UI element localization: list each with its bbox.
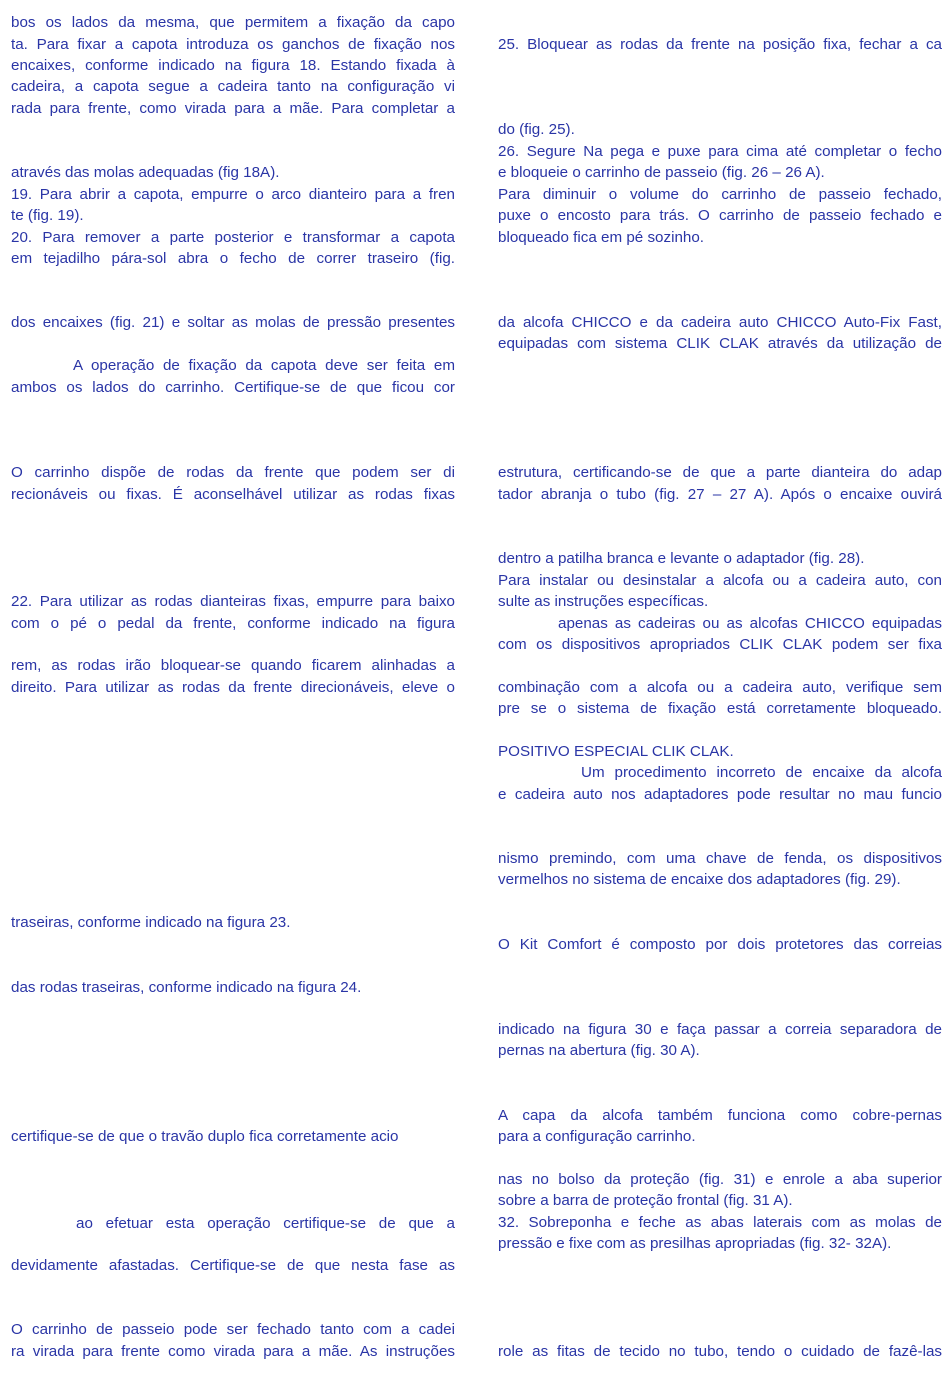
text-line: encaixes, conforme indicado na figura 18. Estando fixada à bbox=[11, 57, 455, 74]
text-line: 32. Sobreponha e feche as abas laterais com as molas de bbox=[498, 1214, 942, 1231]
text-line: dos encaixes (fig. 21) e soltar as molas de pressão presentes bbox=[11, 314, 455, 331]
text-line: do (fig. 25). bbox=[498, 121, 575, 138]
text-line: com os dispositivos apropriados CLIK CLAK podem ser fixa bbox=[498, 636, 942, 653]
text-line: 19. Para abrir a capota, empurre o arco dianteiro para a fren bbox=[11, 186, 455, 203]
text-line: rada para frente, como virada para a mãe. Para completar a bbox=[11, 100, 455, 117]
text-line: 26. Segure Na pega e puxe para cima até completar o fecho bbox=[498, 143, 942, 160]
text-line: direito. Para utilizar as rodas da frente direcionáveis, eleve o bbox=[11, 679, 455, 696]
text-line: da alcofa CHICCO e da cadeira auto CHICCO Auto-Fix Fast, bbox=[498, 314, 942, 331]
text-line: ta. Para fixar a capota introduza os ganchos de fixação nos bbox=[11, 36, 455, 53]
text-line: 22. Para utilizar as rodas dianteiras fixas, empurre para baixo bbox=[11, 593, 455, 610]
text-line: ra virada para frente como virada para a mãe. As instruções bbox=[11, 1343, 455, 1360]
warning-line: Um procedimento incorreto de encaixe da alcofa bbox=[581, 764, 942, 781]
text-line: bos os lados da mesma, que permitem a fixação da capo bbox=[11, 14, 455, 31]
text-line: e bloqueie o carrinho de passeio (fig. 26 – 26 A). bbox=[498, 164, 825, 181]
text-line: pre se o sistema de fixação está corretamente bloqueado. bbox=[498, 700, 942, 717]
text-line: role as fitas de tecido no tubo, tendo o cuidado de fazê-las bbox=[498, 1343, 942, 1360]
text-line: Para diminuir o volume do carrinho de passeio fechado, bbox=[498, 186, 942, 203]
text-line: Para instalar ou desinstalar a alcofa ou a cadeira auto, con bbox=[498, 572, 942, 589]
text-line: A capa da alcofa também funciona como cobre-pernas bbox=[498, 1107, 942, 1124]
text-line: e cadeira auto nos adaptadores pode resultar no mau funcio bbox=[498, 786, 942, 803]
text-line: dentro a patilha branca e levante o adaptador (fig. 28). bbox=[498, 550, 865, 567]
text-line: nismo premindo, com uma chave de fenda, os dispositivos bbox=[498, 850, 942, 867]
text-line: com o pé o pedal da frente, conforme indicado na figura bbox=[11, 615, 455, 632]
text-line: traseiras, conforme indicado na figura 23. bbox=[11, 914, 291, 931]
text-line: O carrinho dispõe de rodas da frente que podem ser di bbox=[11, 464, 455, 481]
warning-line: ao efetuar esta operação certifique-se de que a bbox=[76, 1215, 455, 1232]
text-line: O carrinho de passeio pode ser fechado tanto com a cadei bbox=[11, 1321, 455, 1338]
text-line: puxe o encosto para trás. O carrinho de passeio fechado e bbox=[498, 207, 942, 224]
text-line: pernas na abertura (fig. 30 A). bbox=[498, 1042, 700, 1059]
warning-line: A operação de fixação da capota deve ser feita em bbox=[73, 357, 455, 374]
text-line: devidamente afastadas. Certifique-se de que nesta fase as bbox=[11, 1257, 455, 1274]
text-line: recionáveis ou fixas. É aconselhável utilizar as rodas fixas bbox=[11, 486, 455, 503]
text-line: ambos os lados do carrinho. Certifique-se de que ficou cor bbox=[11, 379, 455, 396]
text-line: te (fig. 19). bbox=[11, 207, 84, 224]
text-line: em tejadilho pára-sol abra o fecho de correr traseiro (fig. bbox=[11, 250, 455, 267]
text-line: rem, as rodas irão bloquear-se quando ficarem alinhadas a bbox=[11, 657, 455, 674]
text-line: O Kit Comfort é composto por dois protetores das correias bbox=[498, 936, 942, 953]
text-line: sobre a barra de proteção frontal (fig. 31 A). bbox=[498, 1192, 793, 1209]
text-line: POSITIVO ESPECIAL CLIK CLAK. bbox=[498, 743, 734, 760]
text-line: nas no bolso da proteção (fig. 31) e enrole a aba superior bbox=[498, 1171, 942, 1188]
text-line: 20. Para remover a parte posterior e transformar a capota bbox=[11, 229, 455, 246]
right-text-column bbox=[498, 0, 942, 1375]
warning-line: apenas as cadeiras ou as alcofas CHICCO equipadas bbox=[558, 615, 942, 632]
text-line: certifique-se de que o travão duplo fica corretamente acio bbox=[11, 1128, 399, 1145]
text-line: tador abranja o tubo (fig. 27 – 27 A). Após o encaixe ouvirá bbox=[498, 486, 942, 503]
text-line: através das molas adequadas (fig 18A). bbox=[11, 164, 280, 181]
text-line: equipadas com sistema CLIK CLAK através da utilização de bbox=[498, 335, 942, 352]
text-line: vermelhos no sistema de encaixe dos adaptadores (fig. 29). bbox=[498, 871, 901, 888]
text-line: estrutura, certificando-se de que a parte dianteira do adap bbox=[498, 464, 942, 481]
text-line: pressão e fixe com as presilhas apropriadas (fig. 32- 32A). bbox=[498, 1235, 892, 1252]
text-line: cadeira, a capota segue a cadeira tanto na configuração vi bbox=[11, 78, 455, 95]
text-line: para a configuração carrinho. bbox=[498, 1128, 696, 1145]
text-line: indicado na figura 30 e faça passar a correia separadora de bbox=[498, 1021, 942, 1038]
text-line: 25. Bloquear as rodas da frente na posição fixa, fechar a ca bbox=[498, 36, 942, 53]
text-line: bloqueado fica em pé sozinho. bbox=[498, 229, 705, 246]
left-text-column bbox=[11, 0, 455, 1375]
text-line: das rodas traseiras, conforme indicado na figura 24. bbox=[11, 979, 362, 996]
text-line: sulte as instruções específicas. bbox=[498, 593, 709, 610]
text-line: combinação com a alcofa ou a cadeira auto, verifique sem bbox=[498, 679, 942, 696]
